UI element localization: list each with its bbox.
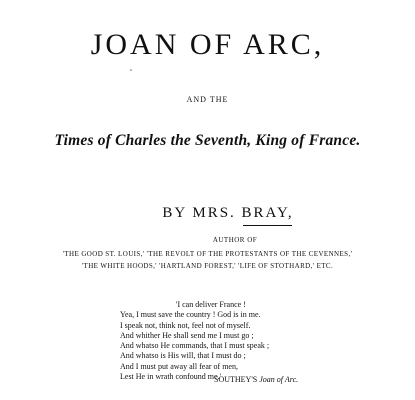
verse-line: And I must put away all fear of men, bbox=[120, 361, 238, 371]
verse-line: And whatso He commands, that I must speak ; bbox=[120, 341, 270, 351]
source-author: SOUTHEY'S bbox=[214, 375, 258, 384]
other-works-line-1: 'THE GOOD ST. LOUIS,' 'THE REVOLT OF THE PROTESTANTS OF THE CEVENNES,' bbox=[62, 250, 353, 258]
source-work: Joan of Arc. bbox=[259, 375, 299, 384]
author-surname: BRAY, bbox=[241, 205, 294, 221]
verse-line: Lest He in wrath confound me.' bbox=[120, 372, 221, 382]
epigraph-verse bbox=[120, 300, 380, 382]
verse-line: And whatso is His will, that I must do ; bbox=[120, 351, 246, 361]
print-speck bbox=[130, 69, 132, 71]
epigraph-source bbox=[214, 375, 384, 384]
book-title: JOAN OF ARC, bbox=[90, 28, 325, 61]
author-line bbox=[108, 205, 348, 222]
verse-line: And whither He shall send me I must go ; bbox=[120, 330, 254, 340]
title-conjunction: AND THE bbox=[186, 95, 229, 104]
verse-line: Yea, I must save the country ! God is in me. bbox=[120, 310, 261, 320]
author-prefix: BY MRS. bbox=[162, 205, 236, 221]
other-works-line-2: 'THE WHITE HOODS,' 'HARTLAND FOREST,' 'LIFE OF STOTHARD,' ETC. bbox=[81, 262, 334, 270]
author-of-label: AUTHOR OF bbox=[212, 236, 258, 244]
verse-line: I speak not, think not, feel not of myself. bbox=[120, 320, 251, 330]
verse-line: 'I can deliver France ! bbox=[176, 300, 246, 309]
book-subtitle: Times of Charles the Seventh, King of France. bbox=[54, 132, 361, 149]
